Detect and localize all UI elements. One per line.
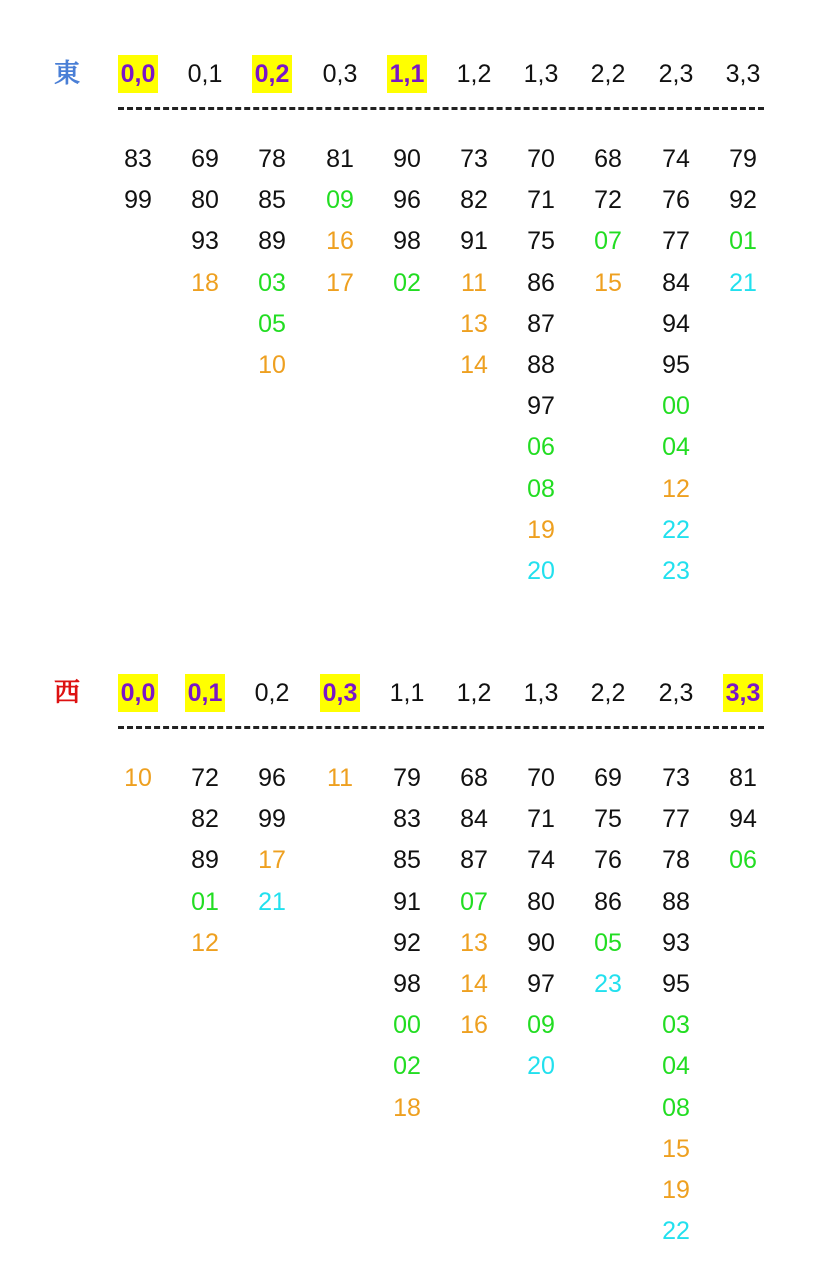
east-value: 05 bbox=[258, 309, 286, 338]
west-header-row bbox=[0, 674, 822, 714]
west-value: 07 bbox=[460, 887, 488, 916]
east-value: 02 bbox=[393, 268, 421, 297]
east-value: 81 bbox=[326, 145, 354, 173]
east-value: 20 bbox=[527, 556, 555, 585]
east-value: 92 bbox=[729, 186, 757, 215]
west-value: 10 bbox=[124, 764, 152, 792]
east-value: 07 bbox=[594, 227, 622, 256]
west-column-header bbox=[710, 674, 776, 712]
east-value: 95 bbox=[662, 350, 690, 379]
west-column bbox=[643, 758, 709, 1252]
east-column-header bbox=[710, 55, 776, 93]
west-column-header bbox=[374, 674, 440, 712]
west-column-header bbox=[307, 674, 373, 712]
east-column-header bbox=[307, 55, 373, 93]
east-value: 89 bbox=[258, 227, 286, 256]
east-column-header-label: 0,2 bbox=[252, 55, 293, 93]
west-value: 99 bbox=[258, 805, 286, 834]
west-column-header-label: 3,3 bbox=[723, 674, 764, 712]
west-value: 72 bbox=[191, 764, 219, 792]
east-value: 75 bbox=[527, 227, 555, 256]
east-value: 10 bbox=[258, 350, 286, 379]
east-value: 21 bbox=[729, 268, 757, 297]
east-value: 74 bbox=[662, 145, 690, 173]
east-value: 80 bbox=[191, 186, 219, 215]
east-value: 19 bbox=[527, 515, 555, 544]
east-value: 94 bbox=[662, 309, 690, 338]
east-value: 82 bbox=[460, 186, 488, 215]
west-value: 12 bbox=[191, 928, 219, 957]
east-value: 22 bbox=[662, 515, 690, 544]
west-value: 18 bbox=[393, 1093, 421, 1122]
east-column-header bbox=[105, 55, 171, 93]
east-value: 70 bbox=[527, 145, 555, 173]
west-value: 19 bbox=[662, 1175, 690, 1204]
east-column bbox=[575, 139, 641, 304]
east-value: 73 bbox=[460, 145, 488, 173]
east-column-header-label: 0,3 bbox=[322, 60, 358, 88]
east-value: 98 bbox=[393, 227, 421, 256]
west-column-header-label: 0,0 bbox=[118, 674, 159, 712]
east-value: 01 bbox=[729, 227, 757, 256]
east-table bbox=[0, 55, 822, 585]
east-header-row bbox=[0, 55, 822, 95]
east-column-header bbox=[643, 55, 709, 93]
west-value: 02 bbox=[393, 1052, 421, 1081]
west-value: 03 bbox=[662, 1011, 690, 1040]
west-value: 21 bbox=[258, 887, 286, 916]
west-column-header-label: 0,3 bbox=[320, 674, 361, 712]
west-column-header bbox=[441, 674, 507, 712]
west-column bbox=[172, 758, 238, 964]
west-value: 11 bbox=[327, 764, 353, 792]
east-value: 17 bbox=[326, 268, 354, 297]
west-column-header-label: 2,2 bbox=[590, 679, 626, 707]
west-value: 91 bbox=[393, 887, 421, 916]
east-value: 87 bbox=[527, 309, 555, 338]
west-value: 76 bbox=[594, 846, 622, 875]
west-value: 81 bbox=[729, 764, 757, 792]
west-value: 70 bbox=[527, 764, 555, 792]
west-value: 84 bbox=[460, 805, 488, 834]
east-column bbox=[643, 139, 709, 592]
west-column bbox=[508, 758, 574, 1088]
east-value: 79 bbox=[729, 145, 757, 173]
west-value: 87 bbox=[460, 846, 488, 875]
east-column bbox=[239, 139, 305, 386]
west-value: 98 bbox=[393, 969, 421, 998]
east-value: 71 bbox=[527, 186, 555, 215]
east-column-header-label: 2,3 bbox=[658, 60, 694, 88]
west-column bbox=[575, 758, 641, 1005]
west-value: 93 bbox=[662, 928, 690, 957]
east-column bbox=[441, 139, 507, 386]
west-column bbox=[105, 758, 171, 799]
east-column-header-label: 0,0 bbox=[118, 55, 159, 93]
east-column-header-label: 2,2 bbox=[590, 60, 626, 88]
west-column-header bbox=[508, 674, 574, 712]
west-value: 73 bbox=[662, 764, 690, 792]
east-value: 69 bbox=[191, 145, 219, 173]
east-column bbox=[307, 139, 373, 304]
west-column-header-label: 1,1 bbox=[389, 679, 425, 707]
west-value: 01 bbox=[191, 887, 219, 916]
east-column bbox=[374, 139, 440, 304]
east-column bbox=[172, 139, 238, 304]
east-label: 東 bbox=[54, 59, 81, 89]
west-value: 88 bbox=[662, 887, 690, 916]
west-value: 16 bbox=[460, 1011, 488, 1040]
east-value: 97 bbox=[527, 392, 555, 421]
east-value: 09 bbox=[326, 186, 354, 215]
east-value: 08 bbox=[527, 474, 555, 503]
east-value: 18 bbox=[191, 268, 219, 297]
west-table bbox=[0, 674, 822, 1246]
west-value: 82 bbox=[191, 805, 219, 834]
west-column bbox=[239, 758, 305, 923]
west-column-header bbox=[172, 674, 238, 712]
west-divider bbox=[118, 726, 764, 729]
east-value: 68 bbox=[594, 145, 622, 173]
east-divider bbox=[118, 107, 764, 110]
east-column-header-label: 1,1 bbox=[387, 55, 428, 93]
west-value: 22 bbox=[662, 1217, 690, 1246]
west-column-header-label: 0,2 bbox=[254, 679, 290, 707]
west-column-header bbox=[643, 674, 709, 712]
east-column bbox=[105, 139, 171, 221]
east-column-header bbox=[239, 55, 305, 93]
west-value: 92 bbox=[393, 928, 421, 957]
east-column-header-label: 3,3 bbox=[725, 60, 761, 88]
east-value: 93 bbox=[191, 227, 219, 256]
east-column-header-label: 0,1 bbox=[187, 60, 223, 88]
west-value: 17 bbox=[258, 846, 286, 875]
west-value: 13 bbox=[460, 928, 488, 957]
west-value: 69 bbox=[594, 764, 622, 792]
east-value: 03 bbox=[258, 268, 286, 297]
west-value: 94 bbox=[729, 805, 757, 834]
west-value: 86 bbox=[594, 887, 622, 916]
east-value: 04 bbox=[662, 433, 690, 462]
west-column bbox=[374, 758, 440, 1129]
west-value: 71 bbox=[527, 805, 555, 834]
west-value: 89 bbox=[191, 846, 219, 875]
east-value: 88 bbox=[527, 350, 555, 379]
west-column bbox=[441, 758, 507, 1046]
west-value: 08 bbox=[662, 1093, 690, 1122]
west-value: 23 bbox=[594, 969, 622, 998]
east-value: 91 bbox=[460, 227, 488, 256]
west-column bbox=[307, 758, 373, 799]
east-column-header-label: 1,3 bbox=[523, 60, 559, 88]
east-value: 96 bbox=[393, 186, 421, 215]
west-value: 05 bbox=[594, 928, 622, 957]
east-value: 15 bbox=[594, 268, 622, 297]
east-column-header bbox=[575, 55, 641, 93]
west-label: 西 bbox=[54, 678, 81, 708]
west-column-header bbox=[105, 674, 171, 712]
west-value: 77 bbox=[662, 805, 690, 834]
east-value: 85 bbox=[258, 186, 286, 215]
west-value: 83 bbox=[393, 805, 421, 834]
west-value: 75 bbox=[594, 805, 622, 834]
west-column-header-label: 2,3 bbox=[658, 679, 694, 707]
east-value: 72 bbox=[594, 186, 622, 215]
west-value: 00 bbox=[393, 1011, 421, 1040]
west-value: 95 bbox=[662, 969, 690, 998]
east-column-header bbox=[508, 55, 574, 93]
east-value: 23 bbox=[662, 556, 690, 585]
east-column-header bbox=[172, 55, 238, 93]
west-value: 04 bbox=[662, 1052, 690, 1081]
east-value: 86 bbox=[527, 268, 555, 297]
east-value: 99 bbox=[124, 186, 152, 215]
west-value: 74 bbox=[527, 846, 555, 875]
west-value: 79 bbox=[393, 764, 421, 792]
west-value: 68 bbox=[460, 764, 488, 792]
west-value: 80 bbox=[527, 887, 555, 916]
east-value: 06 bbox=[527, 433, 555, 462]
west-value: 78 bbox=[662, 846, 690, 875]
west-column-header bbox=[575, 674, 641, 712]
east-column-header bbox=[441, 55, 507, 93]
west-value: 20 bbox=[527, 1052, 555, 1081]
west-column-header-label: 0,1 bbox=[185, 674, 226, 712]
west-value: 14 bbox=[460, 969, 488, 998]
west-column-header-label: 1,2 bbox=[456, 679, 492, 707]
west-value: 97 bbox=[527, 969, 555, 998]
east-value: 76 bbox=[662, 186, 690, 215]
west-value: 09 bbox=[527, 1011, 555, 1040]
east-value: 77 bbox=[662, 227, 690, 256]
west-column-header bbox=[239, 674, 305, 712]
west-value: 85 bbox=[393, 846, 421, 875]
west-column bbox=[710, 758, 776, 882]
west-value: 90 bbox=[527, 928, 555, 957]
east-value: 13 bbox=[460, 309, 488, 338]
west-value: 15 bbox=[662, 1134, 690, 1163]
east-value: 83 bbox=[124, 145, 152, 173]
west-value: 06 bbox=[729, 846, 757, 875]
east-value: 12 bbox=[662, 474, 690, 503]
east-column bbox=[508, 139, 574, 592]
west-column-header-label: 1,3 bbox=[523, 679, 559, 707]
east-value: 16 bbox=[326, 227, 354, 256]
east-value: 11 bbox=[461, 268, 487, 297]
east-value: 78 bbox=[258, 145, 286, 173]
east-column bbox=[710, 139, 776, 304]
west-value: 96 bbox=[258, 764, 286, 792]
east-column-header-label: 1,2 bbox=[456, 60, 492, 88]
east-value: 14 bbox=[460, 350, 488, 379]
east-column-header bbox=[374, 55, 440, 93]
east-value: 00 bbox=[662, 392, 690, 421]
east-value: 84 bbox=[662, 268, 690, 297]
east-value: 90 bbox=[393, 145, 421, 173]
